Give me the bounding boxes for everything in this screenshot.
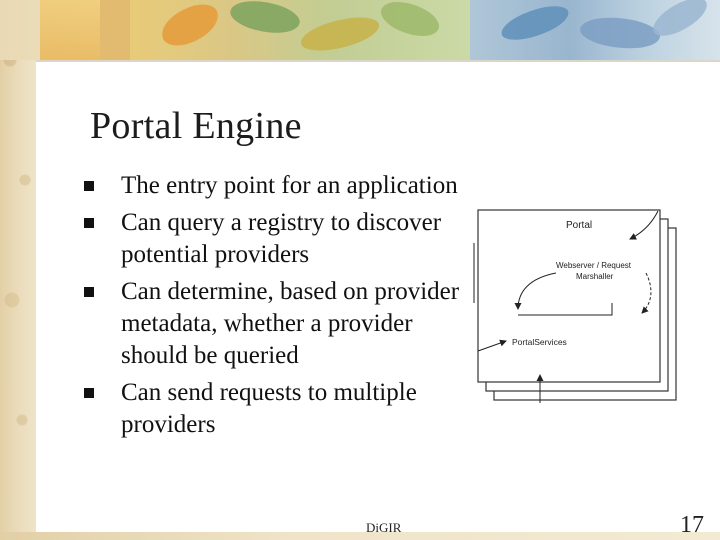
square-bullet-icon [84,181,94,191]
bullet-text: The entry point for an application [121,172,458,199]
square-bullet-icon [84,287,94,297]
bullet-text: Can query a registry to discover potential providers [121,209,442,268]
bullet-text: Can determine, based on provider metadata, whether a provider should be queried [121,278,460,369]
portal-architecture-diagram [470,203,682,408]
box-front-layer [478,210,660,382]
bullet-text: Can send requests to multiple providers [121,379,417,438]
top-leaf-banner [0,0,720,60]
slide-title: Portal Engine [90,105,302,147]
diagram-label-webserver: Webserver / Request [556,261,631,270]
bullet-list [84,170,464,446]
bullet-item [84,276,464,372]
bullet-item [84,377,464,441]
diagram-label-portal: Portal [566,220,593,231]
banner-divider [36,60,720,62]
square-bullet-icon [84,218,94,228]
bottom-texture-decoration [0,532,720,540]
square-bullet-icon [84,388,94,398]
slide-number: 17 [680,512,704,538]
bullet-item [84,207,464,271]
diagram-label-marshaller: Marshaller [576,272,614,281]
bullet-item [84,170,464,202]
diagram-label-portalservices: PortalServices [512,337,567,347]
footer-label: DiGIR [366,520,402,535]
left-texture-decoration [0,0,36,540]
